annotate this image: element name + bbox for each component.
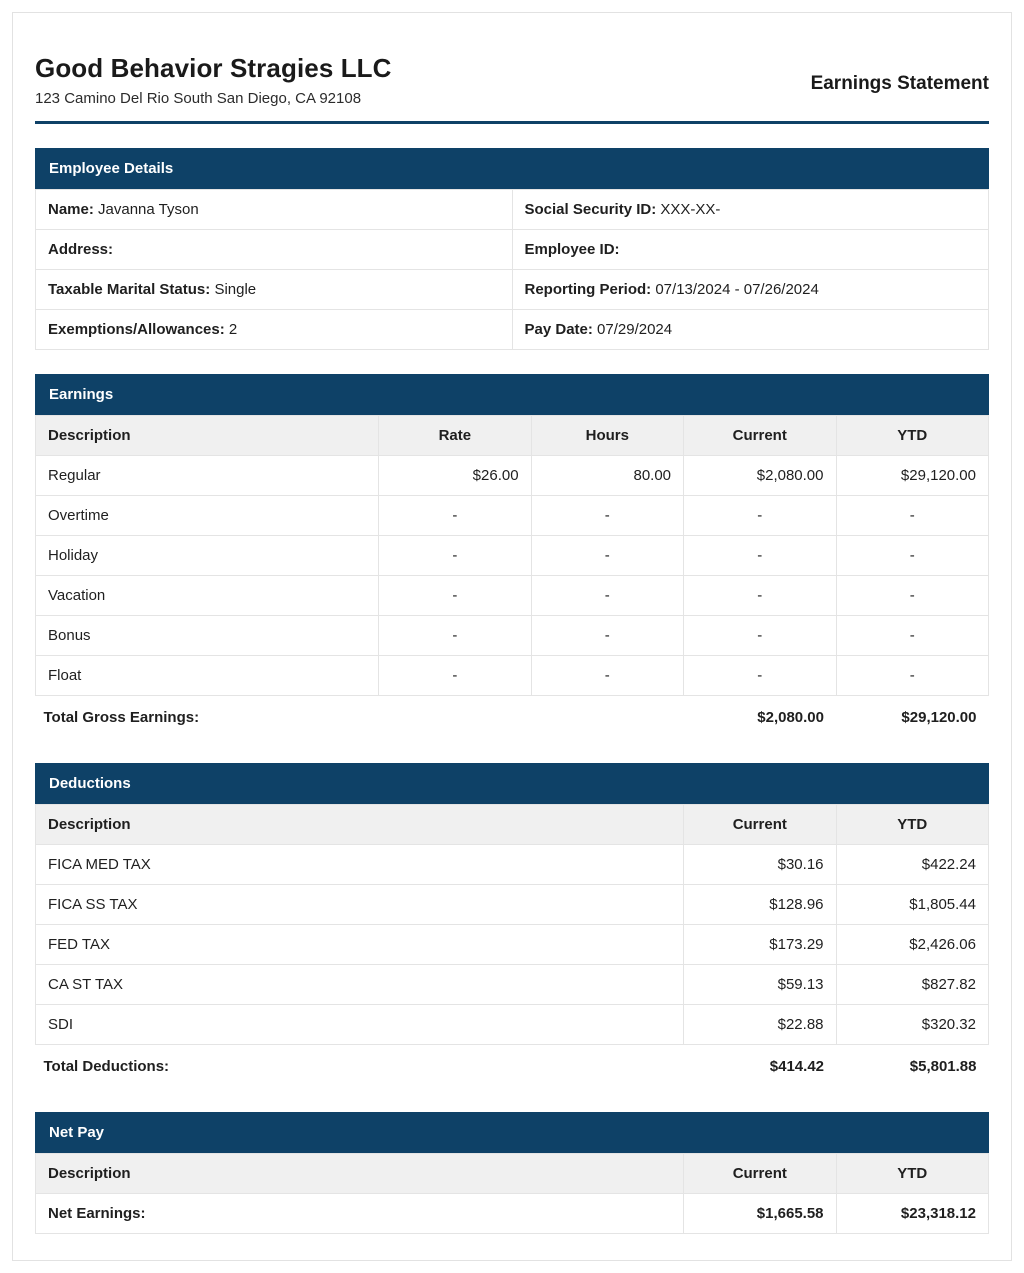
earnings-ytd: - (836, 496, 989, 536)
detail-value: Javanna Tyson (98, 201, 199, 218)
paystub-sheet (12, 12, 1012, 1261)
detail-cell-reporting-period (512, 270, 989, 310)
deduction-current: $59.13 (684, 965, 836, 1005)
table-row (36, 456, 989, 496)
column-header-description: Description (36, 805, 684, 845)
earnings-total-current: $2,080.00 (684, 696, 836, 740)
column-header-current: Current (684, 416, 836, 456)
detail-label: Social Security ID: (524, 201, 661, 218)
column-header-ytd: YTD (836, 1154, 988, 1194)
detail-cell-ssn (512, 190, 989, 230)
earnings-rate: $26.00 (379, 456, 531, 496)
deduction-description: FICA SS TAX (36, 885, 684, 925)
earnings-rate: - (379, 616, 531, 656)
earnings-hours: - (531, 616, 683, 656)
earnings-description: Float (36, 656, 379, 696)
earnings-current: - (684, 616, 836, 656)
section-earnings: Earnings (35, 374, 989, 415)
company-block (35, 53, 392, 107)
deductions-total-label: Total Deductions: (36, 1045, 684, 1089)
table-header-row (36, 1154, 989, 1194)
column-header-ytd: YTD (836, 805, 988, 845)
table-row (36, 536, 989, 576)
company-name: Good Behavior Stragies LLC (35, 53, 392, 83)
deductions-table (35, 804, 989, 1088)
detail-cell-exemptions (36, 310, 513, 350)
net-earnings-ytd: $23,318.12 (836, 1194, 988, 1234)
detail-label: Taxable Marital Status: (48, 281, 215, 298)
deduction-ytd: $422.24 (836, 845, 988, 885)
earnings-total-row (36, 696, 989, 740)
deduction-ytd: $320.32 (836, 1005, 988, 1045)
deductions-total-ytd: $5,801.88 (836, 1045, 988, 1089)
section-deductions: Deductions (35, 763, 989, 804)
table-row (36, 1005, 989, 1045)
earnings-current: - (684, 496, 836, 536)
earnings-table (35, 415, 989, 739)
table-row (36, 496, 989, 536)
earnings-current: $2,080.00 (684, 456, 836, 496)
deductions-total-current: $414.42 (684, 1045, 836, 1089)
column-header-rate: Rate (379, 416, 531, 456)
earnings-hours: - (531, 536, 683, 576)
column-header-description: Description (36, 1154, 684, 1194)
earnings-description: Bonus (36, 616, 379, 656)
deductions-total-row (36, 1045, 989, 1089)
deduction-ytd: $827.82 (836, 965, 988, 1005)
earnings-hours: - (531, 656, 683, 696)
column-header-current: Current (684, 805, 836, 845)
detail-value: 07/13/2024 - 07/26/2024 (655, 281, 819, 298)
table-row (36, 845, 989, 885)
earnings-rate: - (379, 576, 531, 616)
column-header-current: Current (684, 1154, 836, 1194)
detail-cell-pay-date (512, 310, 989, 350)
deduction-ytd: $2,426.06 (836, 925, 988, 965)
earnings-ytd: $29,120.00 (836, 456, 989, 496)
deduction-description: CA ST TAX (36, 965, 684, 1005)
deduction-current: $30.16 (684, 845, 836, 885)
section-net-pay: Net Pay (35, 1112, 989, 1153)
table-row (36, 270, 989, 310)
earnings-rate: - (379, 496, 531, 536)
earnings-current: - (684, 536, 836, 576)
detail-label: Pay Date: (524, 321, 598, 338)
detail-value: 07/29/2024 (597, 321, 673, 338)
table-row (36, 230, 989, 270)
net-earnings-current: $1,665.58 (684, 1194, 836, 1234)
detail-label: Name: (48, 201, 99, 218)
earnings-description: Holiday (36, 536, 379, 576)
detail-cell-name (36, 190, 513, 230)
detail-label: Address: (48, 241, 114, 258)
detail-cell-address (36, 230, 513, 270)
detail-label: Employee ID: (524, 241, 620, 258)
table-row (36, 925, 989, 965)
earnings-ytd: - (836, 576, 989, 616)
detail-value: 2 (228, 321, 238, 338)
table-row (36, 190, 989, 230)
document-title: Earnings Statement (810, 73, 989, 94)
earnings-ytd: - (836, 656, 989, 696)
net-earnings-label: Net Earnings: (36, 1194, 684, 1234)
deduction-current: $22.88 (684, 1005, 836, 1045)
deduction-current: $173.29 (684, 925, 836, 965)
company-address: 123 Camino Del Rio South San Diego, CA 92108 (35, 90, 362, 107)
deduction-ytd: $1,805.44 (836, 885, 988, 925)
deduction-description: FICA MED TAX (36, 845, 684, 885)
earnings-ytd: - (836, 536, 989, 576)
earnings-current: - (684, 656, 836, 696)
earnings-rate: - (379, 656, 531, 696)
section-employee-details: Employee Details (35, 148, 989, 189)
table-row (36, 965, 989, 1005)
deduction-description: FED TAX (36, 925, 684, 965)
detail-label: Reporting Period: (524, 281, 656, 298)
deduction-description: SDI (36, 1005, 684, 1045)
earnings-total-label: Total Gross Earnings: (36, 696, 684, 740)
table-row (36, 1194, 989, 1234)
column-header-ytd: YTD (836, 416, 989, 456)
earnings-total-ytd: $29,120.00 (836, 696, 989, 740)
table-row (36, 885, 989, 925)
table-row (36, 616, 989, 656)
detail-cell-employee-id (512, 230, 989, 270)
table-row (36, 576, 989, 616)
column-header-hours: Hours (531, 416, 683, 456)
detail-value: XXX-XX- (660, 201, 721, 218)
detail-value: Single (214, 281, 257, 298)
earnings-rate: - (379, 536, 531, 576)
earnings-hours: - (531, 576, 683, 616)
earnings-description: Regular (36, 456, 379, 496)
earnings-current: - (684, 576, 836, 616)
earnings-ytd: - (836, 616, 989, 656)
detail-cell-marital-status (36, 270, 513, 310)
detail-label: Exemptions/Allowances: (48, 321, 229, 338)
earnings-description: Overtime (36, 496, 379, 536)
table-header-row (36, 805, 989, 845)
earnings-hours: 80.00 (531, 456, 683, 496)
column-header-description: Description (36, 416, 379, 456)
employee-details-table (35, 189, 989, 350)
table-row (36, 310, 989, 350)
earnings-description: Vacation (36, 576, 379, 616)
table-header-row (36, 416, 989, 456)
deduction-current: $128.96 (684, 885, 836, 925)
table-row (36, 656, 989, 696)
earnings-hours: - (531, 496, 683, 536)
document-header (35, 23, 989, 124)
net-pay-table (35, 1153, 989, 1234)
